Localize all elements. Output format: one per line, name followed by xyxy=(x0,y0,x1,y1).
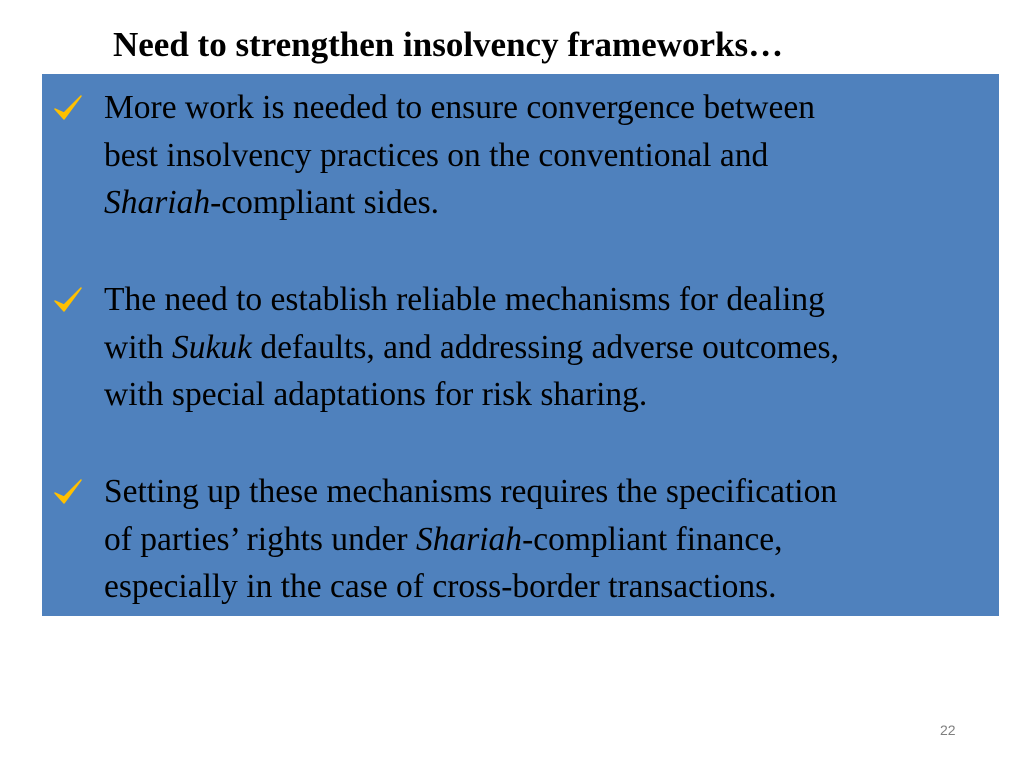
bullet-1-line-3: Shariah-compliant sides. xyxy=(104,184,439,221)
bullet-text-1 xyxy=(104,84,994,227)
bullet-text-3 xyxy=(104,468,994,611)
page-number: 22 xyxy=(940,722,956,738)
check-icon xyxy=(52,476,84,508)
bullet-3-line-1: Setting up these mechanisms requires the specification xyxy=(104,473,838,510)
check-icon xyxy=(52,284,84,316)
bullet-3-line-3: especially in the case of cross-border transactions. xyxy=(104,568,777,605)
content-panel xyxy=(42,74,999,616)
bullet-1-line-1: More work is needed to ensure convergence between xyxy=(104,89,815,126)
check-icon xyxy=(52,92,84,124)
slide-title: Need to strengthen insolvency frameworks… xyxy=(113,25,784,64)
bullet-3-line-2: of parties’ rights under Shariah-compliant finance, xyxy=(104,520,783,558)
bullet-1-line-2: best insolvency practices on the conventional and xyxy=(104,136,769,174)
bullet-2-line-1: The need to establish reliable mechanisms for dealing xyxy=(104,281,825,318)
bullet-text-2 xyxy=(104,276,994,419)
bullet-2-line-3: with special adaptations for risk sharing. xyxy=(104,376,648,413)
bullet-2-line-2: with Sukuk defaults, and addressing adverse outcomes, xyxy=(104,328,839,366)
